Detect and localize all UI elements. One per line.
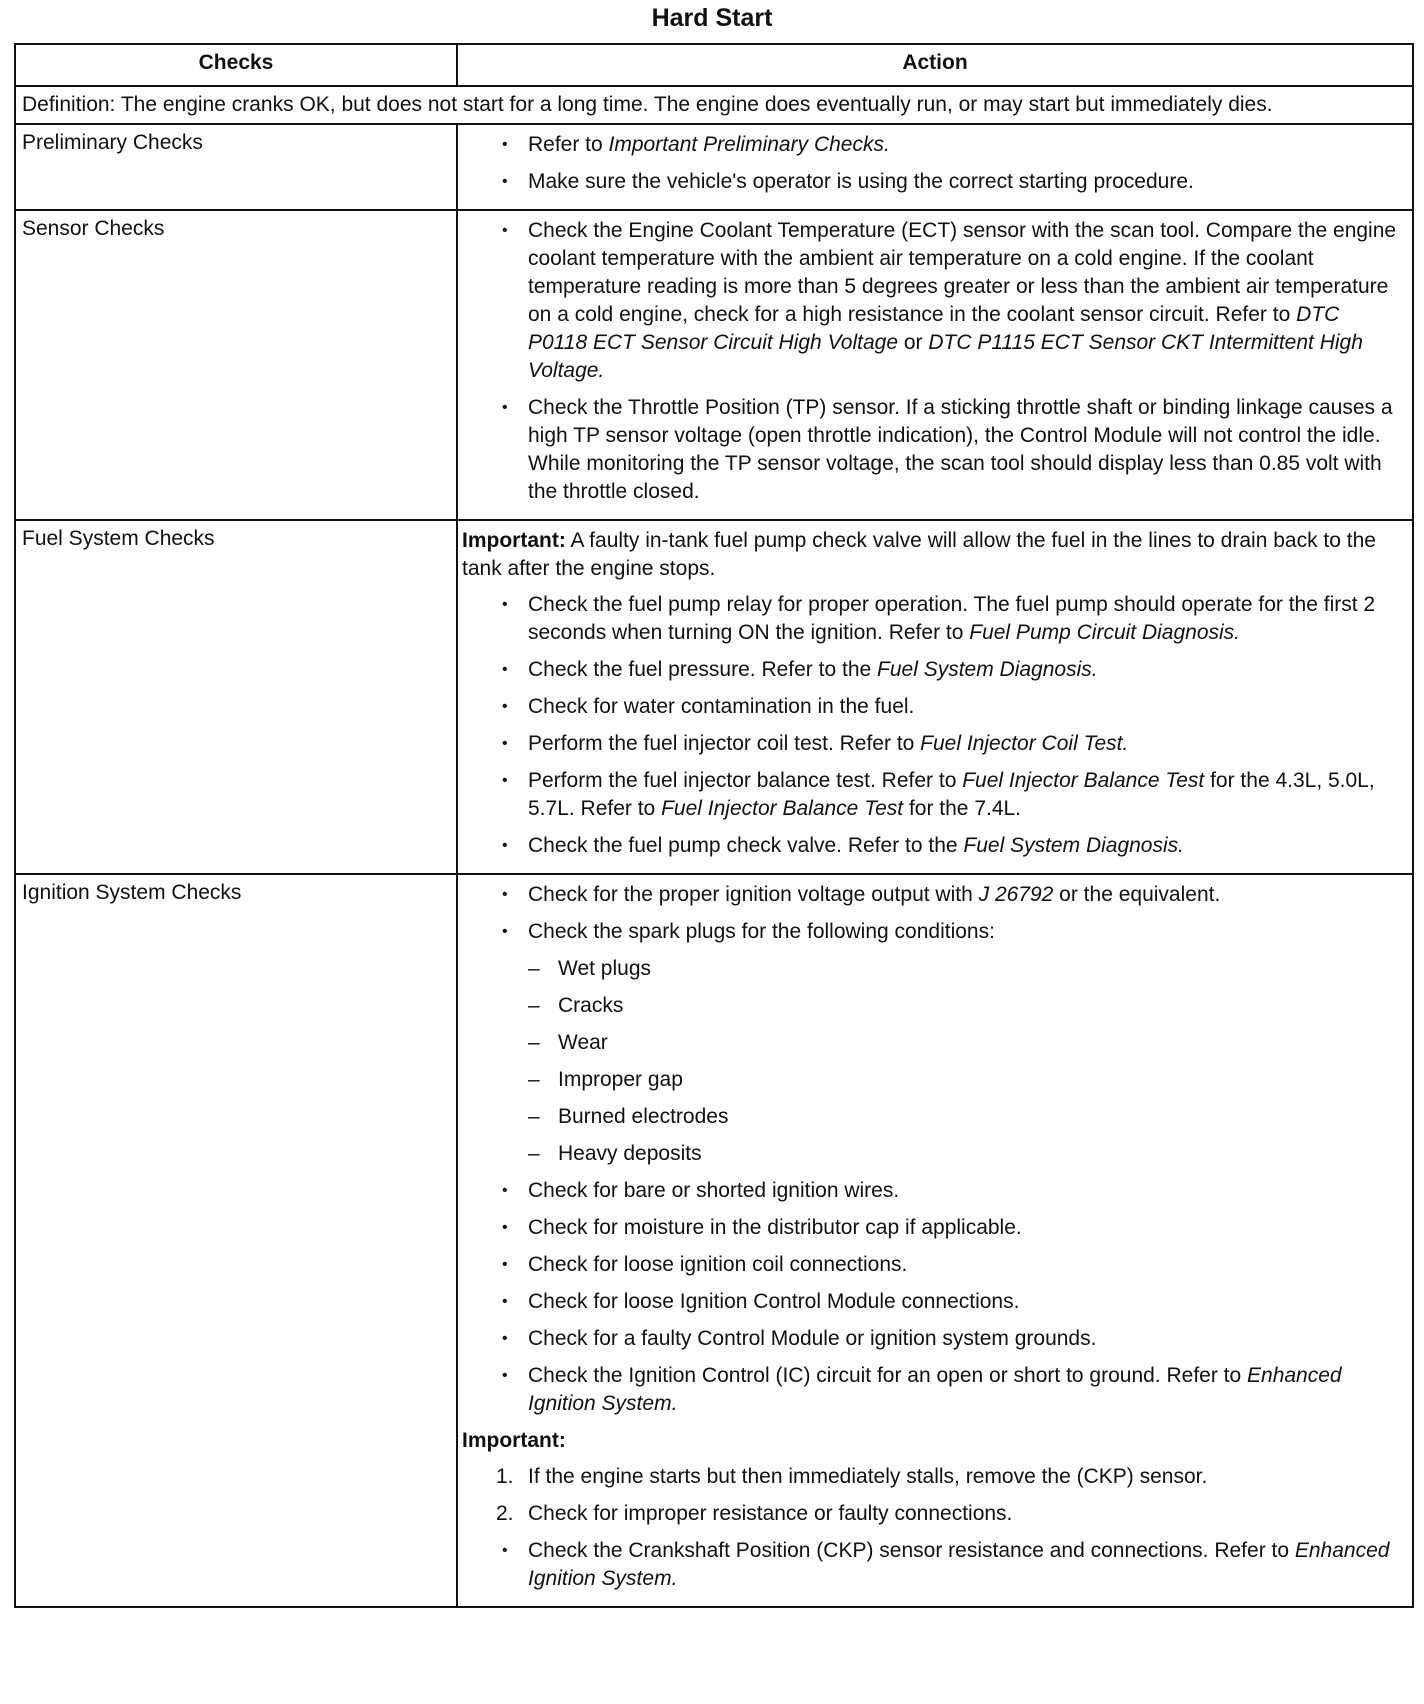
- list-item: • Check for bare or shorted ignition wires.: [462, 1177, 1404, 1205]
- sub-list-item: – Burned electrodes: [462, 1103, 1404, 1131]
- preliminary-label: Preliminary Checks: [15, 124, 457, 210]
- definition-row: [15, 86, 1413, 124]
- list-item: • Check for loose Ignition Control Module connections.: [462, 1288, 1404, 1316]
- list-item: • Check the fuel pump check valve. Refer to the Fuel System Diagnosis.: [462, 832, 1404, 860]
- list-item: • Check the Crankshaft Position (CKP) sensor resistance and connections. Refer to Enhanced Ignition System.: [462, 1537, 1404, 1593]
- ignition-important-note: Important:: [462, 1429, 566, 1452]
- ignition-row: [15, 874, 1413, 1607]
- page-title: Hard Start: [651, 4, 773, 32]
- list-item: • Check for a faulty Control Module or ignition system grounds.: [462, 1325, 1404, 1353]
- preliminary-row: [15, 124, 1413, 210]
- ignition-label: Ignition System Checks: [15, 874, 457, 1607]
- sensor-row: [15, 210, 1413, 520]
- fuel-row: [15, 520, 1413, 874]
- fuel-actions: [457, 520, 1413, 874]
- numbered-item: 2. Check for improper resistance or faulty connections.: [496, 1502, 1013, 1525]
- list-item: • Check the Ignition Control (IC) circuit for an open or short to ground. Refer to Enhanced Ignition System.: [462, 1362, 1404, 1418]
- list-item: • Check for moisture in the distributor cap if applicable.: [462, 1214, 1404, 1242]
- fuel-important-note: Important: A faulty in-tank fuel pump check valve will allow the fuel in the lines to drain back to the tank after the engine stops.: [462, 529, 1376, 580]
- list-item: • Check the fuel pump relay for proper operation. The fuel pump should operate for the first 2 seconds when turning ON the ignition. Refer to Fuel Pump Circuit Diagnosis.: [462, 591, 1404, 647]
- definition-text: Definition: The engine cranks OK, but does not start for a long time. The engine does eventually run, or may start but immediately dies.: [15, 86, 1413, 124]
- numbered-item: 1. If the engine starts but then immediately stalls, remove the (CKP) sensor.: [496, 1465, 1208, 1488]
- list-item: • Check the fuel pressure. Refer to the Fuel System Diagnosis.: [462, 656, 1404, 684]
- preliminary-actions: [457, 124, 1413, 210]
- list-item: • Check the Engine Coolant Temperature (ECT) sensor with the scan tool. Compare the engine coolant temperature with the ambient air temperature on a cold engine. If the coolant temperature reading is more than 5 degrees greater or less than the ambient air temperature on a cold engine, check for a high resistance in the coolant sensor circuit. Refer to DTC P0118 ECT Sensor Circuit High Voltage or DTC P1115 ECT Sensor CKT Intermittent High Voltage.: [462, 217, 1404, 385]
- list-item: • Perform the fuel injector coil test. Refer to Fuel Injector Coil Test.: [462, 730, 1404, 758]
- header-checks: Checks: [15, 44, 457, 86]
- sub-list-item: – Heavy deposits: [462, 1140, 1404, 1168]
- list-item: • Check the Throttle Position (TP) sensor. If a sticking throttle shaft or binding linkage causes a high TP sensor voltage (open throttle indication), the Control Module will not control the idle. While monitoring the TP sensor voltage, the scan tool should display less than 0.85 volt with the throttle closed.: [462, 394, 1404, 506]
- header-row: [15, 44, 1413, 86]
- sub-list-item: – Wear: [462, 1029, 1404, 1057]
- list-item: • Check for water contamination in the fuel.: [462, 693, 1404, 721]
- header-action: Action: [457, 44, 1413, 86]
- hard-start-table: [14, 43, 1414, 1608]
- sensor-label: Sensor Checks: [15, 210, 457, 520]
- list-item: • Refer to Important Preliminary Checks.: [462, 131, 1404, 159]
- list-item: • Check the spark plugs for the following conditions:: [462, 918, 1404, 946]
- ignition-actions: [457, 874, 1413, 1607]
- list-item: • Check for loose ignition coil connections.: [462, 1251, 1404, 1279]
- fuel-label: Fuel System Checks: [15, 520, 457, 874]
- sensor-actions: [457, 210, 1413, 520]
- list-item: • Make sure the vehicle's operator is using the correct starting procedure.: [462, 168, 1404, 196]
- sub-list-item: – Wet plugs: [462, 955, 1404, 983]
- sub-list-item: – Cracks: [462, 992, 1404, 1020]
- list-item: • Perform the fuel injector balance test. Refer to Fuel Injector Balance Test for the 4.3L, 5.0L, 5.7L. Refer to Fuel Injector Balance Test for the 7.4L.: [462, 767, 1404, 823]
- list-item: • Check for the proper ignition voltage output with J 26792 or the equivalent.: [462, 881, 1404, 909]
- sub-list-item: – Improper gap: [462, 1066, 1404, 1094]
